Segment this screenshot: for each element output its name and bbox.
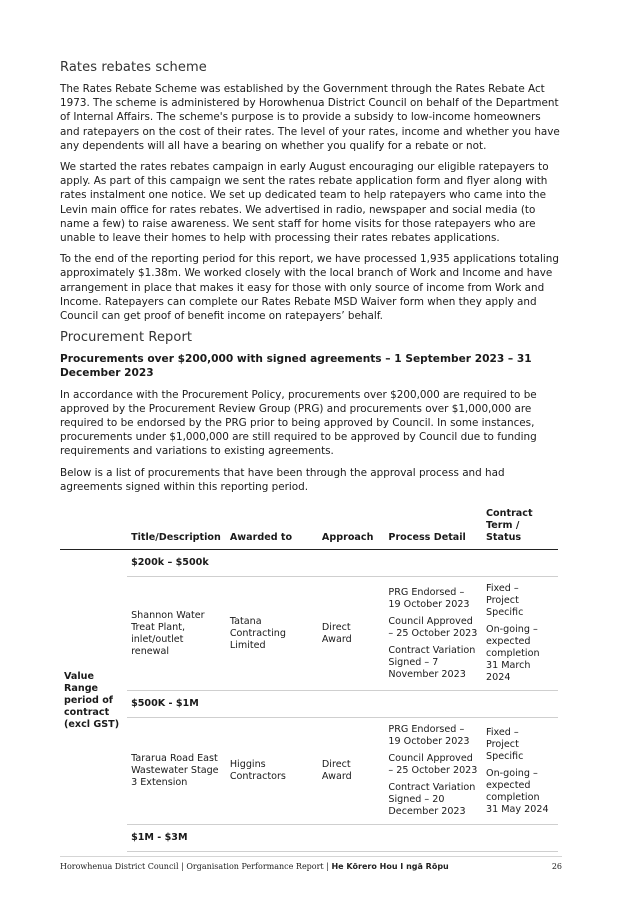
- cell-term: [482, 718, 558, 825]
- rates-paragraph-3: To the end of the reporting period for this report, we have processed 1,935 applications totaling approximately $1.38m. We worked closely with the local branch of Work and Income and have arrangement in place that makes it easy for those with only source of income from Work and Income. Ratepayers can complete our Rates Rebate MSD Waiver form when they apply and Council can get proof of benefit income on ratepayers’ behalf.: [60, 253, 559, 323]
- row-header-value-range: Value Range period of contract (excl GST): [64, 670, 120, 730]
- band-label: $500K - $1M: [127, 691, 558, 718]
- rates-paragraph-2: We started the rates rebates campaign in early August encouraging our eligible ratepayers to apply. As part of this campaign we sent the rates rebate application form and flyer along with rates instalment one notice. We set up dedicated team to help ratepayers who came into the Levin main office for rates rebates. We advertised in radio, newspaper and social media (to name a few) to raise awareness. We sent staff for home visits for those ratepayers who are unable to leave their homes to help with processing their rates rebates applications.: [60, 161, 549, 245]
- header-title: Title/Description: [127, 508, 226, 550]
- page-footer: [60, 862, 562, 871]
- rates-rebates-heading: Rates rebates scheme: [60, 60, 207, 75]
- process-line: Council Approved – 25 October 2023: [388, 753, 478, 776]
- procurement-paragraph-1: In accordance with the Procurement Policy, procurements over $200,000 are required to be approved by the Procurement Review Group (PRG) and procurements over $1,000,000 are required to be endorsed by the PRG prior to being approved by Council. In some instances, procurements under $1,000,000 are still required to be approved by Council due to funding requirements and variations to existing agreements.: [60, 388, 537, 458]
- cell-title: Tararua Road East Wastewater Stage 3 Extension: [127, 718, 226, 825]
- header-approach: Approach: [318, 508, 385, 550]
- cell-approach: Direct Award: [318, 718, 385, 825]
- page-number: 26: [551, 862, 562, 871]
- band-row: [60, 550, 558, 577]
- header-empty: [60, 508, 127, 550]
- term-line: Fixed – Project Specific: [486, 726, 524, 762]
- table-row: [60, 577, 558, 691]
- header-process: Process Detail: [384, 508, 482, 550]
- cell-awarded: Higgins Contractors: [226, 718, 318, 825]
- table-header-row: [60, 508, 558, 550]
- footer-text: Horowhenua District Council | Organisation Performance Report |: [60, 862, 329, 871]
- process-line: PRG Endorsed – 19 October 2023: [388, 724, 470, 747]
- process-line: Council Approved – 25 October 2023: [388, 615, 478, 639]
- rates-rebates-section: [60, 60, 560, 323]
- term-line: On-going – expected completion 31 May 2024: [486, 767, 549, 815]
- band-row: [60, 825, 558, 852]
- cell-term: [482, 577, 558, 691]
- cell-process: [384, 577, 482, 691]
- term-line: Fixed – Project Specific: [486, 583, 524, 618]
- term-line: On-going – expected completion 31 March 2024: [486, 624, 540, 683]
- header-awarded: Awarded to: [226, 508, 318, 550]
- procurement-table: [60, 508, 558, 852]
- procurement-heading: Procurement Report: [60, 330, 193, 346]
- table-row: [60, 718, 558, 825]
- header-term: Contract Term / Status: [482, 508, 558, 550]
- footer-divider: [60, 856, 562, 857]
- footer-bold-text: He Kōrero Hou I ngā Rōpu: [331, 862, 449, 871]
- cell-title: Shannon Water Treat Plant, inlet/outlet renewal: [127, 577, 226, 691]
- band-label: $1M - $3M: [127, 825, 558, 852]
- band-label: $200k – $500k: [127, 550, 558, 577]
- page-content: [60, 60, 560, 501]
- process-line: Contract Variation Signed – 7 November 2023: [388, 644, 476, 680]
- procurement-paragraph-2: Below is a list of procurements that have been through the approval process and had agreements signed within this reporting period.: [60, 466, 505, 493]
- procurement-subheading: Procurements over $200,000 with signed agreements – 1 September 2023 – 31 December 2023: [60, 353, 532, 380]
- band-row: [60, 691, 558, 718]
- process-line: Contract Variation Signed – 20 December 2023: [388, 782, 476, 817]
- procurement-section: [60, 330, 560, 494]
- rates-paragraph-1: The Rates Rebate Scheme was established by the Government through the Rates Rebate Act 1973. The scheme is administered by Horowhenua District Council on behalf of the Department of Internal Affairs. The scheme's purpose is to provide a subsidy to low-income homeowners and ratepayers on the cost of their rates. The level of your rates, income and whether you have any dependents will all have a bearing on whether you qualify for a rebate or not.: [60, 83, 560, 152]
- cell-process: [384, 718, 482, 825]
- process-line: PRG Endorsed – 19 October 2023: [388, 586, 470, 610]
- cell-approach: Direct Award: [318, 577, 385, 691]
- cell-awarded: Tatana Contracting Limited: [226, 577, 318, 691]
